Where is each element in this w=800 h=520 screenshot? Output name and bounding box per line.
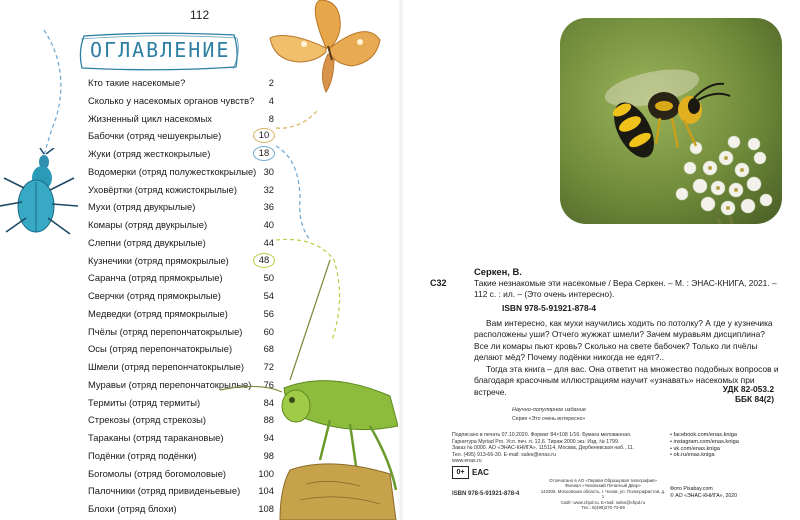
toc-label: Шмели (отряд перепончатокрылые) — [88, 361, 245, 372]
toc-page: 100 — [258, 467, 274, 479]
toc-page: 56 — [263, 307, 274, 319]
toc-label: Осы (отряд перепончатокрылые) — [88, 343, 233, 355]
toc-label: Сколько у насекомых органов чувств? — [88, 94, 255, 106]
annotation: Вам интересно, как мухи научились ходить по потолку? А где у кузнечика расположены уши? Отчего жужжат шмели? Зачем муравьям дисциплина? Все ли комары пьют кровь? Сколько на свете бабочек? Только ли пчёлы делают мёд? Почему подёнки никогда не едят?.. — [474, 318, 773, 363]
toc-label: Уховёртки (отряд кожистокрылые) — [88, 183, 237, 195]
imprint-line: Тел. (495) 913-66-30. E-mail: sales@enas.ru — [452, 451, 556, 458]
toc-page: 104 — [258, 485, 274, 497]
social-link-vk[interactable]: • vk.com/enas.kniga — [670, 446, 739, 453]
printer-line: 142300, Московская область, г. Чехов, ул. Полиграфистов, д. 1 — [540, 488, 666, 500]
grasshopper-illustration — [220, 260, 400, 520]
eac-mark: EAC — [472, 468, 489, 477]
toc-page: 32 — [263, 183, 274, 195]
printer-line: Сайт: www.chpd.ru. E-mail: sales@chpd.ru — [560, 499, 646, 505]
toc-page: 8 — [268, 112, 274, 124]
isbn: ISBN 978-5-91921-878-4 — [502, 303, 597, 313]
toc-label: Пчёлы (отряд перепончатокрылые) — [88, 325, 243, 337]
toc-page: 50 — [263, 272, 274, 284]
toc-label: Муравьи (отряд перепончатокрылые) — [88, 378, 252, 390]
toc-label: Жуки (отряд жесткокрылые) — [88, 148, 211, 159]
toc-page-highlighted: 10 — [253, 128, 275, 143]
toc-title: ОГЛАВЛЕНИЕ — [90, 38, 231, 62]
imprint-line: Подписано в печать 07.10.2020. Формат 84×108 1/16. Бумага мелованная. — [452, 432, 632, 438]
toc-label: Слепни (отряд двукрылые) — [88, 236, 206, 248]
toc-label: Кузнечики (отряд прямокрылые) — [88, 254, 229, 266]
age-rating-badge: 0+ — [452, 466, 469, 479]
wasp-photo — [560, 18, 782, 224]
toc-label: Подёнки (отряд подёнки) — [88, 449, 197, 461]
toc-page: 4 — [268, 94, 274, 106]
toc-page-highlighted: 48 — [253, 253, 275, 268]
toc-page: 84 — [263, 396, 274, 408]
imprint-isbn: ISBN 978-5-91921-878-4 — [452, 491, 520, 497]
imprint-line: Гарнитура Myriad Pro. Усл. печ. л. 12,6. Тираж 2000 экз. Изд. № 1799. — [452, 438, 620, 445]
udk-code: УДК 82-053.2 — [722, 384, 774, 394]
printer-info — [540, 478, 666, 510]
author: Серкен, В. — [474, 266, 522, 277]
toc-page: 2 — [268, 77, 274, 88]
printer-line: Тел.: 8(499)270-73-59 — [581, 505, 625, 511]
toc-page: 76 — [263, 378, 274, 390]
printer-line: Филиал «Чеховский Печатный Двор» — [565, 483, 641, 489]
publication-genre: Научно-популярное издание — [512, 407, 586, 413]
printer-line: Отпечатано в АО «Первая Образцовая типография» — [549, 478, 657, 483]
toc-label: Тараканы (отряд таракановые) — [88, 432, 224, 443]
toc-page: 98 — [263, 449, 274, 461]
toc-label: Жизненный цикл насекомых — [88, 112, 212, 124]
toc-page: 68 — [263, 343, 274, 355]
toc-page: 40 — [263, 219, 274, 230]
beetle-illustration — [0, 148, 84, 248]
toc-page: 54 — [263, 290, 274, 301]
imprint-line: www.enas.ru — [452, 458, 482, 465]
toc-label: Медведки (отряд прямокрылые) — [88, 307, 228, 319]
classification-code: С32 — [430, 278, 447, 288]
social-link-ok[interactable]: • ok.ru/enas.kniga — [670, 452, 739, 459]
toc-label: Водомерки (отряд полужесткокрылые) — [88, 165, 257, 177]
photo-credit: Фото Pixabay.com — [670, 486, 713, 492]
page-gutter — [398, 0, 404, 520]
toc-page: 94 — [263, 432, 274, 443]
toc-label: Богомолы (отряд богомоловые) — [88, 467, 227, 479]
toc-label: Комары (отряд двукрылые) — [88, 219, 208, 230]
toc-page-highlighted: 18 — [253, 146, 275, 161]
bbk-code: ББК 84(2) — [734, 394, 774, 404]
toc-label: Бабочки (отряд чешуекрылые) — [88, 130, 222, 142]
butterfly-illustration — [268, 0, 388, 96]
toc-label: Мухи (отряд двукрылые) — [88, 201, 196, 213]
toc-page: 88 — [263, 414, 274, 426]
social-link-facebook[interactable]: • facebook.com/enas.kniga — [670, 432, 739, 439]
toc-label: Сверчки (отряд прямокрылые) — [88, 290, 221, 301]
imprint-line: Заказ № 0000. АО «ЭНАС-КНИГА». 115114, Москва, Дербеневская наб., 11. — [452, 445, 635, 452]
copyright: © АО «ЭНАС-КНИГА», 2020 — [670, 492, 737, 499]
toc-page: 72 — [263, 361, 274, 372]
toc-page: 44 — [263, 236, 274, 248]
toc-label: Кто такие насекомые? — [88, 77, 186, 88]
toc-page: 60 — [263, 325, 274, 337]
toc-label: Блохи (отряд блохи) — [88, 503, 177, 514]
wasp-on-flower-image — [560, 18, 782, 224]
page-number: 112 — [190, 8, 210, 22]
series-name: Серия «Это очень интересно» — [512, 416, 586, 422]
book-title-line: Такие незнакомые эти насекомые / Вера Серкен. – М. : ЭНАС-КНИГА, 2021. – 112 с. : ил. – (Это очень интересно). — [474, 278, 777, 300]
toc-label: Саранча (отряд прямокрылые) — [88, 272, 223, 284]
toc-page: 108 — [258, 503, 274, 514]
annotation-continued: Тогда эта книга – для вас. Она ответит на множество подобных вопросов и благодаря красочным иллюстрациям научит «узнавать» насекомых при встрече. — [474, 364, 779, 397]
credits — [670, 486, 737, 499]
toc-label: Палочники (отряд привиденьевые) — [88, 485, 241, 497]
imprint-details — [452, 432, 642, 465]
toc-page: 30 — [263, 165, 274, 177]
toc-label: Стрекозы (отряд стрекозы) — [88, 414, 207, 426]
social-link-instagram[interactable]: • instagram.com/enas.kniga — [670, 439, 739, 446]
toc-page: 36 — [263, 201, 274, 213]
toc-label: Термиты (отряд термиты) — [88, 396, 201, 408]
social-links — [670, 432, 739, 459]
